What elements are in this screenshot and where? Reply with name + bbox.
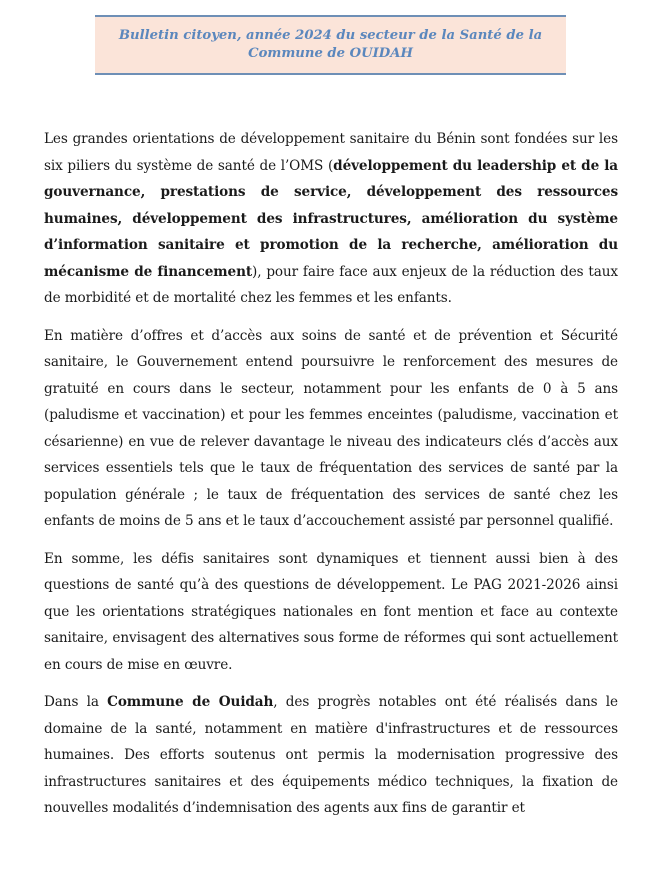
paragraph-bold-text: développement du leadership et de la gouvernance, prestations de service, développement des ressources humaines, développement des infrastructures, amélioration du système d’information sanitaire et promotion de la recherche, amélioration du mécanisme de financement bbox=[44, 157, 618, 280]
bulletin-header-box bbox=[95, 15, 566, 75]
paragraph-text: , des progrès notables ont été réalisés dans le domaine de la santé, notamment en matière d'infrastructures et de ressources humaines. Des efforts soutenus ont permis la modernisation progressive des infrastructures sanitaires et des équipements médico techniques, la fixation de nouvelles modalités d’indemnisation des agents aux fins de garantir et bbox=[44, 694, 618, 816]
document-body bbox=[44, 126, 618, 833]
paragraph-text: Dans la bbox=[44, 694, 108, 710]
paragraph-text: Les grandes orientations de développement sanitaire du Bénin sont fondées sur les six piliers du système de santé de l’OMS ( bbox=[44, 131, 618, 174]
paragraph-bold-text: Commune de Ouidah bbox=[107, 694, 274, 710]
paragraph-commune-ouidah bbox=[44, 689, 618, 822]
paragraph-orientations bbox=[44, 126, 618, 312]
paragraph-text: ), pour faire face aux enjeux de la réduction des taux de morbidité et de mortalité chez les femmes et les enfants. bbox=[44, 263, 618, 306]
paragraph-defis-sanitaires: En somme, les défis sanitaires sont dynamiques et tiennent aussi bien à des questions de santé qu’à des questions de développement. Le PAG 2021-2026 ainsi que les orientations stratégiques nationales en font mention et face au contexte sanitaire, envisagent des alternatives sous forme de réformes qui sont actuellement en cours de mise en œuvre. bbox=[44, 550, 618, 673]
paragraph-offres-soins: En matière d’offres et d’accès aux soins de santé et de prévention et Sécurité sanitaire, le Gouvernement entend poursuivre le renforcement des mesures de gratuité en cours dans le secteur, notamment pour les enfants de 0 à 5 ans (paludisme et vaccination) et pour les femmes enceintes (paludisme, vaccination et césarienne) en vue de relever davantage le niveau des indicateurs clés d’accès aux services essentiels tels que le taux de fréquentation des services de santé par la population générale ; le taux de fréquentation des services de santé chez les enfants de moins de 5 ans et le taux d’accouchement assisté par personnel qualifié. bbox=[44, 327, 618, 529]
bulletin-title: Bulletin citoyen, année 2024 du secteur de la Santé de la Commune de OUIDAH bbox=[118, 28, 543, 61]
